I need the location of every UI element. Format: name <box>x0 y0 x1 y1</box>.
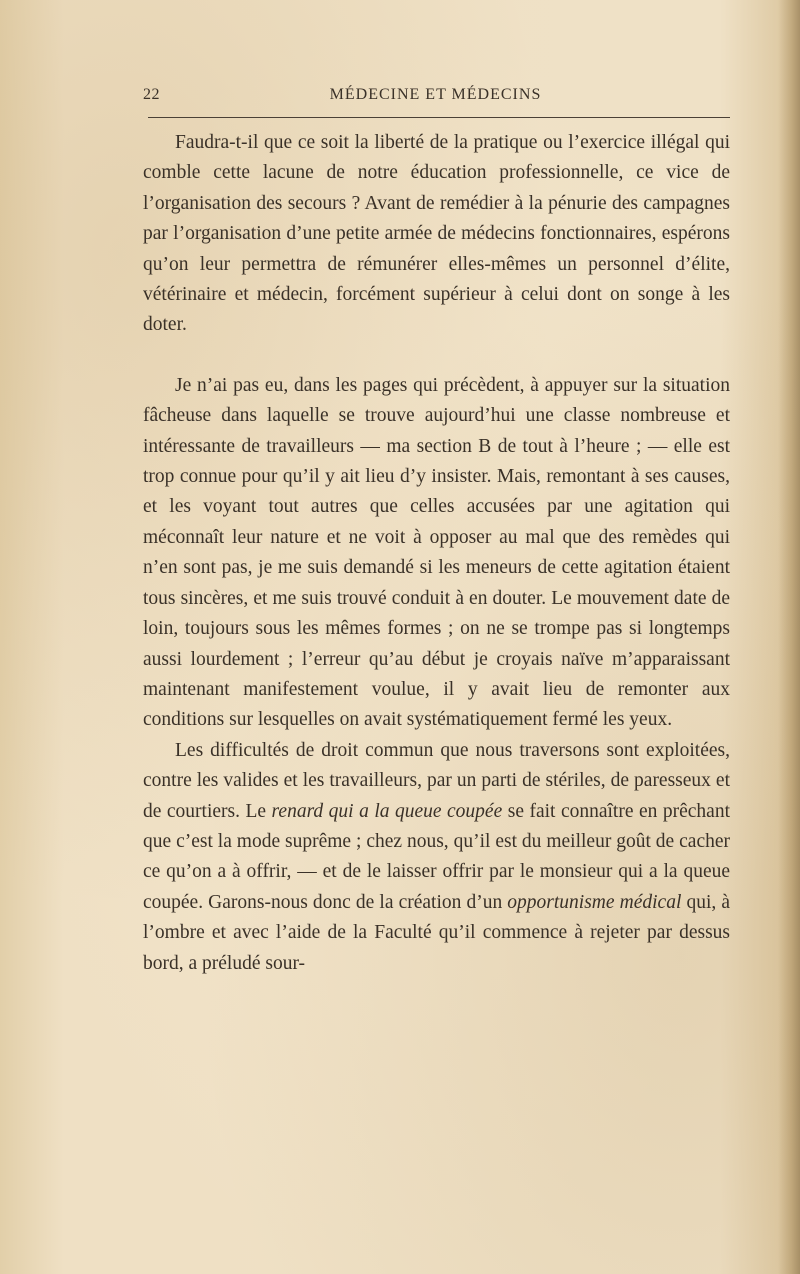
text-segment: se fait connaître en prêchant que c’est la mode suprême ; chez nous, qu’il est du meilleur goût de cacher ce qu’on a à offrir, — et de le laisser offrir par le monsieur qui a la queue coupée. Garons-nous donc de la création d’un <box>143 800 730 913</box>
text-segment: Je n’ai pas eu, dans les pages qui précèdent, à appuyer sur la situation fâcheuse dans laquelle se trouve aujourd’hui une classe nombreuse et intéressante de travailleurs — ma section B de tout à l’heure ; — elle est trop connue pour qu’il y ait lieu d’y insister. Mais, remontant à ses causes, et les voyant tout autres que celles accusées par une agitation qui méconnaît leur nature et ne voit à opposer au mal que des remèdes qui n’en sont pas, je me suis demandé si les meneurs de cette agitation étaient tous sincères, et me suis trouvé conduit à en douter. Le mouvement date de loin, toujours sous les mêmes formes ; on ne se trompe pas si longtemps aussi lourdement ; l’erreur qu’au début je croyais naïve m’apparaissant maintenant manifestement voulue, il y avait lieu de remonter aux conditions sur lesquelles on avait systématiquement fermé les yeux. <box>143 374 730 731</box>
italic-phrase: opportunisme médical <box>507 891 682 913</box>
running-head: MÉDECINE ET MÉDECINS <box>329 86 542 103</box>
text-segment: Faudra-t-il que ce soit la liberté de la pratique ou l’exercice illégal qui comble cette lacune de notre éducation professionnelle, ce vice de l’organisation des secours ? Avant de remédier à la pénurie des campagnes par l’organisation d’une petite armée de médecins fonctionnaires, espérons qu’on leur permettra de rémunérer elles-mêmes un personnel d’élite, vétérinaire et médecin, forcément supérieur à celui dont on songe à les doter. <box>143 132 730 336</box>
page-header <box>143 86 728 114</box>
header-rule <box>148 117 730 118</box>
text-segment: Les difficultés de droit commun que nous traversons sont exploitées, contre les valides et les travailleurs, par un parti de stériles, de paresseux et de courtiers. Le <box>143 739 730 822</box>
text-segment: qui, à l’ombre et avec l’aide de la Faculté qu’il commence à rejeter par dessus bord, a préludé sour- <box>143 891 731 974</box>
paragraph <box>143 371 730 736</box>
page-edge-shadow <box>778 0 800 1274</box>
page-number: 22 <box>143 86 160 103</box>
italic-phrase: renard qui a la queue coupée <box>271 800 503 822</box>
paragraph <box>143 736 730 979</box>
paragraph <box>143 128 730 341</box>
body-text <box>143 128 730 979</box>
